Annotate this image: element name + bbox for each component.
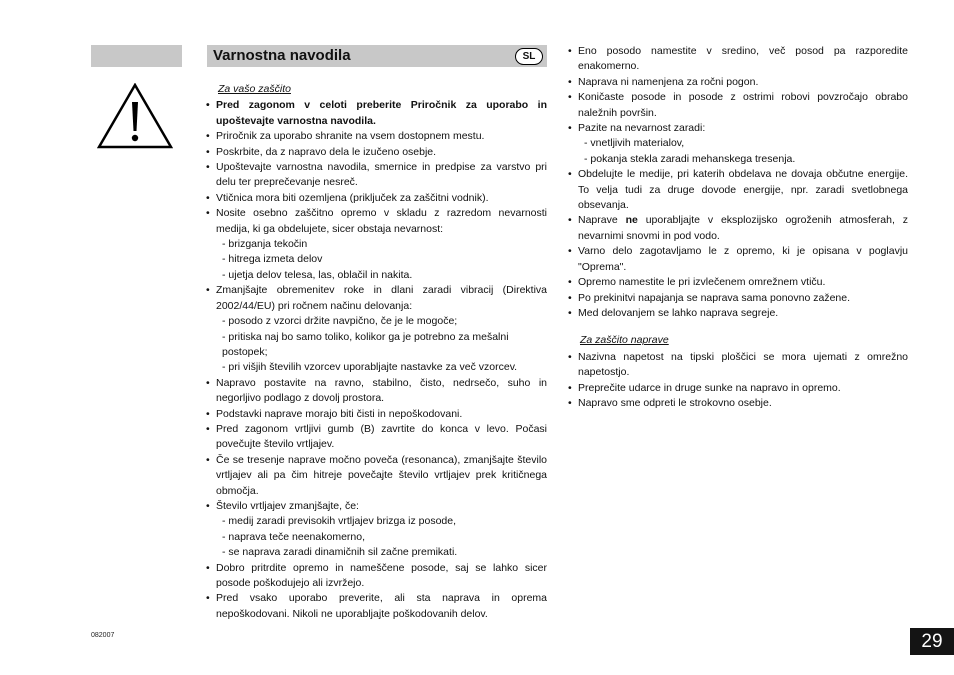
list-item	[206, 191, 547, 206]
item-text: Varno delo zagotavljamo le z opremo, ki je opisana v poglavju "Oprema".	[578, 245, 908, 273]
list-item	[568, 275, 908, 290]
item-text: Dobro pritrdite opremo in nameščene posode, saj se lahko sicer posode poškodujejo ali izvržejo.	[216, 561, 547, 589]
sub-item: - se naprava zaradi dinamičnih sil začne premikati.	[222, 546, 458, 559]
item-text-bold-word: ne	[625, 214, 638, 227]
list-item	[568, 213, 908, 244]
right-column	[568, 44, 908, 411]
item-text: Podstavki naprave morajo biti čisti in nepoškodovani.	[216, 407, 463, 420]
item-text: Število vrtljajev zmanjšajte, če:	[216, 499, 359, 512]
list-item	[206, 591, 547, 622]
item-text: Napravo postavite na ravno, stabilno, čisto, nedrsečo, suho in negorljivo podlago z dovolj prostora.	[216, 376, 547, 405]
list-item	[568, 291, 908, 306]
item-text: Pred zagonom v celoti preberite Priročnik za uporabo in upoštevajte varnostna navodila.	[216, 99, 547, 127]
sub-item: - pokanja stekla zaradi mehanskega tresenja.	[584, 152, 796, 165]
list-item	[206, 160, 547, 191]
sub-item: - hitrega izmeta delov	[222, 253, 323, 266]
item-text: Poskrbite, da z napravo dela le izučeno osebje.	[216, 145, 437, 158]
section-title: Varnostna navodila	[213, 47, 351, 64]
list-item	[568, 244, 908, 275]
item-text: Po prekinitvi napajanja se naprava sama ponovno zažene.	[578, 291, 851, 304]
list-item	[206, 283, 547, 314]
list-item	[568, 44, 908, 75]
sub-item: - brizganja tekočin	[222, 238, 308, 251]
subheading-device-protection: Za zaščito naprave	[580, 334, 669, 347]
list-item	[568, 90, 908, 121]
item-text: Med delovanjem se lahko naprava segreje.	[578, 306, 779, 319]
item-text: Zmanjšajte obremenitev roke in dlani zaradi vibracij (Direktiva 2002/44/EU) pri ročnem načinu delovanja:	[216, 284, 547, 312]
item-text: Naprava ni namenjena za ročni pogon.	[578, 75, 759, 88]
item-text: Eno posodo namestite v sredino, več posod pa razporedite enakomerno.	[578, 45, 908, 73]
sub-item: - naprava teče neenakomerno,	[222, 530, 366, 543]
item-text: Pred vsako uporabo preverite, ali sta naprava in oprema nepoškodovani. Nikoli ne uporabljajte poškodovanih delov.	[216, 592, 547, 620]
item-text: Upoštevajte varnostna navodila, smernice in predpise za varstvo pri delu ter preprečevanje nesreč.	[216, 161, 547, 189]
left-column	[206, 82, 547, 622]
list-item	[206, 422, 547, 453]
list-item	[568, 396, 908, 411]
item-text: Pred zagonom vrtljivi gumb (B) zavrtite do konca v levo. Počasi povečujte število vrtljajev.	[216, 422, 547, 451]
list-item	[568, 121, 908, 136]
item-text: Vtičnica mora biti ozemljena (priključek za zaščitni vodnik).	[216, 191, 489, 204]
sub-item: - medij zaradi previsokih vrtljajev brizga iz posode,	[222, 515, 457, 528]
item-text: Napravo sme odpreti le strokovno osebje.	[578, 396, 772, 409]
list-item	[206, 376, 547, 407]
list-item	[568, 350, 908, 381]
item-text: Koničaste posode in posode z ostrimi robovi povzročajo obrabo naležnih površin.	[578, 91, 908, 119]
language-badge: SL	[515, 48, 543, 65]
item-text: Opremo namestite le pri izvlečenem omrežnem vtiču.	[578, 276, 826, 289]
list-item	[206, 98, 547, 129]
item-text: Preprečite udarce in druge sunke na napravo in opremo.	[578, 381, 841, 394]
item-text: Obdelujte le medije, pri katerih obdelava ne dovaja občutne energije. To velja tudi za druge dovode energije, npr. zaradi svetlobnega obsevanja.	[578, 168, 908, 212]
list-item	[206, 561, 547, 592]
item-text-pre: Naprave	[578, 214, 626, 227]
page-number: 29	[910, 628, 954, 655]
sub-item: - pri višjih številih vzorcev uporabljajte nastavke za več vzorcev.	[222, 361, 518, 374]
sub-item: - posodo z vzorci držite navpično, če je le mogoče;	[222, 315, 458, 328]
section-header	[207, 45, 547, 67]
item-text: Če se tresenje naprave močno poveča (resonanca), zmanjšajte število vrtljajev ali pa čim hitreje povečajte število vrtljajev prek kritičnega območja.	[216, 453, 547, 497]
item-text-post: uporabljajte v eksplozijsko ogroženih atmosferah, z nevarnimi snovmi in pod vodo.	[578, 214, 908, 242]
document-code: 082007	[91, 632, 115, 639]
list-item	[568, 75, 908, 90]
list-item	[206, 407, 547, 422]
item-text: Nazivna napetost na tipski ploščici se mora ujemati z omrežno napetostjo.	[578, 350, 908, 379]
list-item	[206, 453, 547, 499]
item-text: Pazite na nevarnost zaradi:	[578, 122, 706, 135]
subheading-your-protection: Za vašo zaščito	[218, 83, 291, 95]
list-item	[206, 206, 547, 237]
warning-icon	[97, 83, 173, 149]
margin-bar	[91, 45, 182, 67]
item-text: Nosite osebno zaščitno opremo v skladu z razredom nevarnosti medija, ki ga obdelujete, sicer obstaja nevarnost:	[216, 207, 547, 235]
sub-item: - ujetja delov telesa, las, oblačil in nakita.	[222, 268, 413, 281]
list-item	[206, 129, 547, 144]
list-item	[568, 306, 908, 321]
sub-item: - vnetljivih materialov,	[584, 137, 685, 150]
list-item	[206, 145, 547, 160]
sub-item: - pritiska naj bo samo toliko, kolikor ga je potrebno za mešalni postopek;	[222, 330, 509, 358]
list-item	[568, 167, 908, 213]
list-item	[568, 381, 908, 396]
list-item	[206, 499, 547, 514]
item-text: Priročnik za uporabo shranite na vsem dostopnem mestu.	[216, 130, 485, 143]
